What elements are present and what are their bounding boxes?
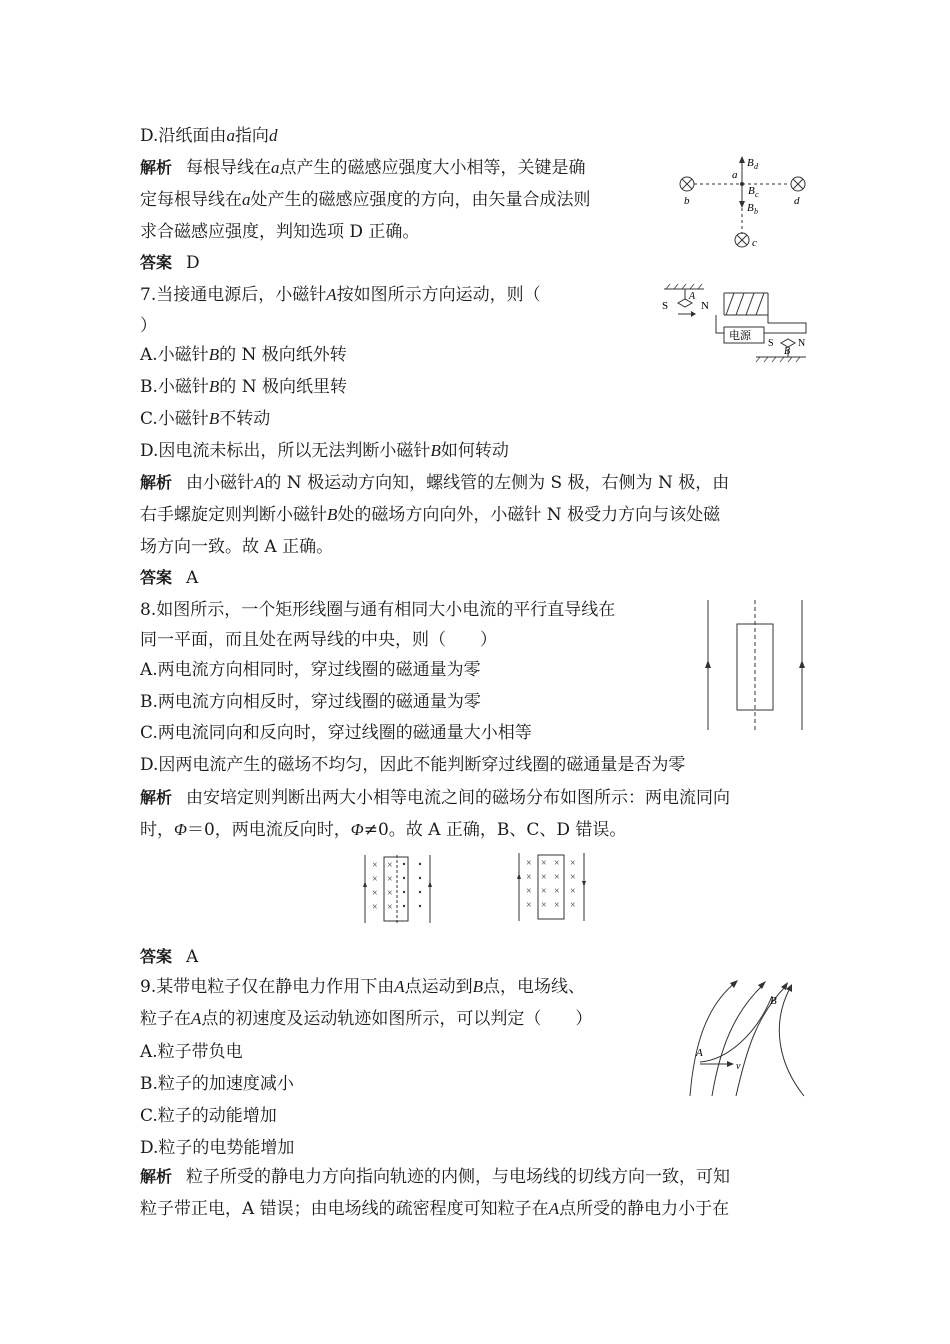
q8-stem-line2: 同一平面，而且处在两导线的中央，则（ ） xyxy=(140,630,497,650)
q7-analysis-line1: 解析 由小磁针A的 N 极运动方向知，螺线管的左侧为 S 极，右侧为 N 极，由 xyxy=(140,473,730,493)
q6-analysis-line2: 定每根导线在a处产生的磁感应强度的方向，由矢量合成法则 xyxy=(140,190,591,210)
q7-answer: 答案 A xyxy=(140,568,199,588)
q9-field-line-figure xyxy=(686,976,814,1100)
q8-coil-figure xyxy=(700,598,810,733)
analysis-label: 解析 xyxy=(140,788,173,807)
svg-text:×: × xyxy=(570,886,576,897)
q8-stem-line1: 8.如图所示，一个矩形线圈与通有相同大小电流的平行直导线在 xyxy=(140,600,616,620)
svg-text:×: × xyxy=(570,900,576,911)
svg-text:×: × xyxy=(554,900,560,911)
svg-text:×: × xyxy=(541,858,547,869)
svg-text:d: d xyxy=(754,162,758,171)
svg-text:a: a xyxy=(732,169,738,181)
svg-text:B: B xyxy=(747,202,754,214)
svg-text:×: × xyxy=(541,872,547,883)
svg-text:c: c xyxy=(755,190,759,199)
q8-option-d: D.因两电流产生的磁场不均匀，因此不能判断穿过线圈的磁通量是否为零 xyxy=(140,755,686,775)
q7-option-b: B.小磁针B的 N 极向纸里转 xyxy=(140,377,347,397)
svg-text:c: c xyxy=(752,237,757,249)
svg-text:×: × xyxy=(387,874,393,885)
q9-option-c: C.粒子的动能增加 xyxy=(140,1106,277,1126)
q6-analysis-line3: 求合磁感应强度，判知选项 D 正确。 xyxy=(140,222,420,242)
svg-text:×: × xyxy=(554,872,560,883)
q6-analysis-line1: 解析 每根导线在a点产生的磁感应强度大小相等，关键是确 xyxy=(140,158,586,178)
q7-stem-line1: 7.当接通电源后，小磁针A按如图所示方向运动，则（ xyxy=(140,285,541,305)
q6-option-d: D.沿纸面由a指向d xyxy=(140,126,278,146)
svg-text:×: × xyxy=(387,888,393,899)
svg-text:B: B xyxy=(784,346,791,357)
svg-text:B: B xyxy=(747,157,754,169)
q9-analysis-line1: 解析 粒子所受的静电力方向指向轨迹的内侧，与电场线的切线方向一致，可知 xyxy=(140,1167,731,1187)
answer-label: 答案 xyxy=(140,947,173,966)
svg-text:×: × xyxy=(372,888,378,899)
q9-analysis-line2: 粒子带正电，A 错误；由电场线的疏密程度可知粒子在A点所受的静电力小于在 xyxy=(140,1199,730,1219)
svg-text:×: × xyxy=(570,858,576,869)
q8-analysis-line1: 解析 由安培定则判断出两大小相等电流之间的磁场分布如图所示：两电流同向 xyxy=(140,788,731,808)
svg-text:S: S xyxy=(662,300,669,312)
q8-option-c: C.两电流同向和反向时，穿过线圈的磁通量大小相等 xyxy=(140,723,532,743)
svg-text:d: d xyxy=(794,195,800,207)
svg-text:b: b xyxy=(754,207,758,216)
q7-analysis-line2: 右手螺旋定则判断小磁针B处的磁场方向向外，小磁针 N 极受力方向与该处磁 xyxy=(140,505,721,525)
svg-text:×: × xyxy=(372,874,378,885)
svg-text:×: × xyxy=(570,872,576,883)
svg-text:×: × xyxy=(541,886,547,897)
svg-text:S: S xyxy=(768,338,774,349)
q8-analysis-line2: 时，Φ＝0，两电流反向时，Φ≠0。故 A 正确，B、C、D 错误。 xyxy=(140,820,627,840)
q7-option-a: A.小磁针B的 N 极向纸外转 xyxy=(140,345,347,365)
svg-text:×: × xyxy=(526,858,532,869)
svg-text:N: N xyxy=(798,338,806,349)
q7-option-c: C.小磁针B不转动 xyxy=(140,409,271,429)
q9-stem-line1: 9.某带电粒子仅在静电力作用下由A点运动到B点，电场线、 xyxy=(140,977,586,997)
svg-text:×: × xyxy=(372,902,378,913)
svg-text:×: × xyxy=(541,900,547,911)
wire-c-icon xyxy=(735,233,749,247)
q7-option-d: D.因电流未标出，所以无法判断小磁针B如何转动 xyxy=(140,441,509,461)
wire-d-icon xyxy=(791,177,805,191)
analysis-label: 解析 xyxy=(140,1167,173,1186)
svg-text:N: N xyxy=(701,300,709,312)
q9-option-a: A.粒子带负电 xyxy=(140,1042,243,1062)
q9-option-d: D.粒子的电势能增加 xyxy=(140,1138,295,1158)
svg-text:×: × xyxy=(387,902,393,913)
q6-answer: 答案 D xyxy=(140,253,200,273)
answer-label: 答案 xyxy=(140,568,173,587)
analysis-label: 解析 xyxy=(140,158,173,177)
svg-text:×: × xyxy=(372,860,378,871)
svg-text:B: B xyxy=(770,995,777,1007)
q9-stem-line2: 粒子在A点的初速度及运动轨迹如图所示，可以判定（ ） xyxy=(140,1009,593,1029)
svg-text:×: × xyxy=(526,900,532,911)
svg-text:b: b xyxy=(684,195,690,207)
q7-stem-line2: ） xyxy=(140,316,157,336)
q9-option-b: B.粒子的加速度减小 xyxy=(140,1074,294,1094)
q8-option-a: A.两电流方向相同时，穿过线圈的磁通量为零 xyxy=(140,660,481,680)
svg-text:v: v xyxy=(736,1061,741,1072)
svg-text:×: × xyxy=(554,886,560,897)
svg-text:×: × xyxy=(554,858,560,869)
q8-opposite-direction-field-figure xyxy=(514,851,590,923)
wire-b-icon xyxy=(680,177,694,191)
svg-text:×: × xyxy=(526,886,532,897)
svg-text:A: A xyxy=(689,291,696,302)
q8-answer: 答案 A xyxy=(140,947,199,967)
q8-same-direction-field-figure xyxy=(360,853,436,925)
answer-label: 答案 xyxy=(140,253,173,272)
analysis-label: 解析 xyxy=(140,473,173,492)
svg-text:B: B xyxy=(748,185,755,197)
svg-text:×: × xyxy=(526,872,532,883)
q8-option-b: B.两电流方向相反时，穿过线圈的磁通量为零 xyxy=(140,692,481,712)
svg-text:电源: 电源 xyxy=(729,330,751,342)
svg-text:A: A xyxy=(696,1047,703,1059)
q7-analysis-line3: 场方向一致。故 A 正确。 xyxy=(140,537,334,557)
q6-wire-figure xyxy=(672,150,817,255)
svg-text:×: × xyxy=(387,860,393,871)
q7-solenoid-figure xyxy=(656,283,816,363)
